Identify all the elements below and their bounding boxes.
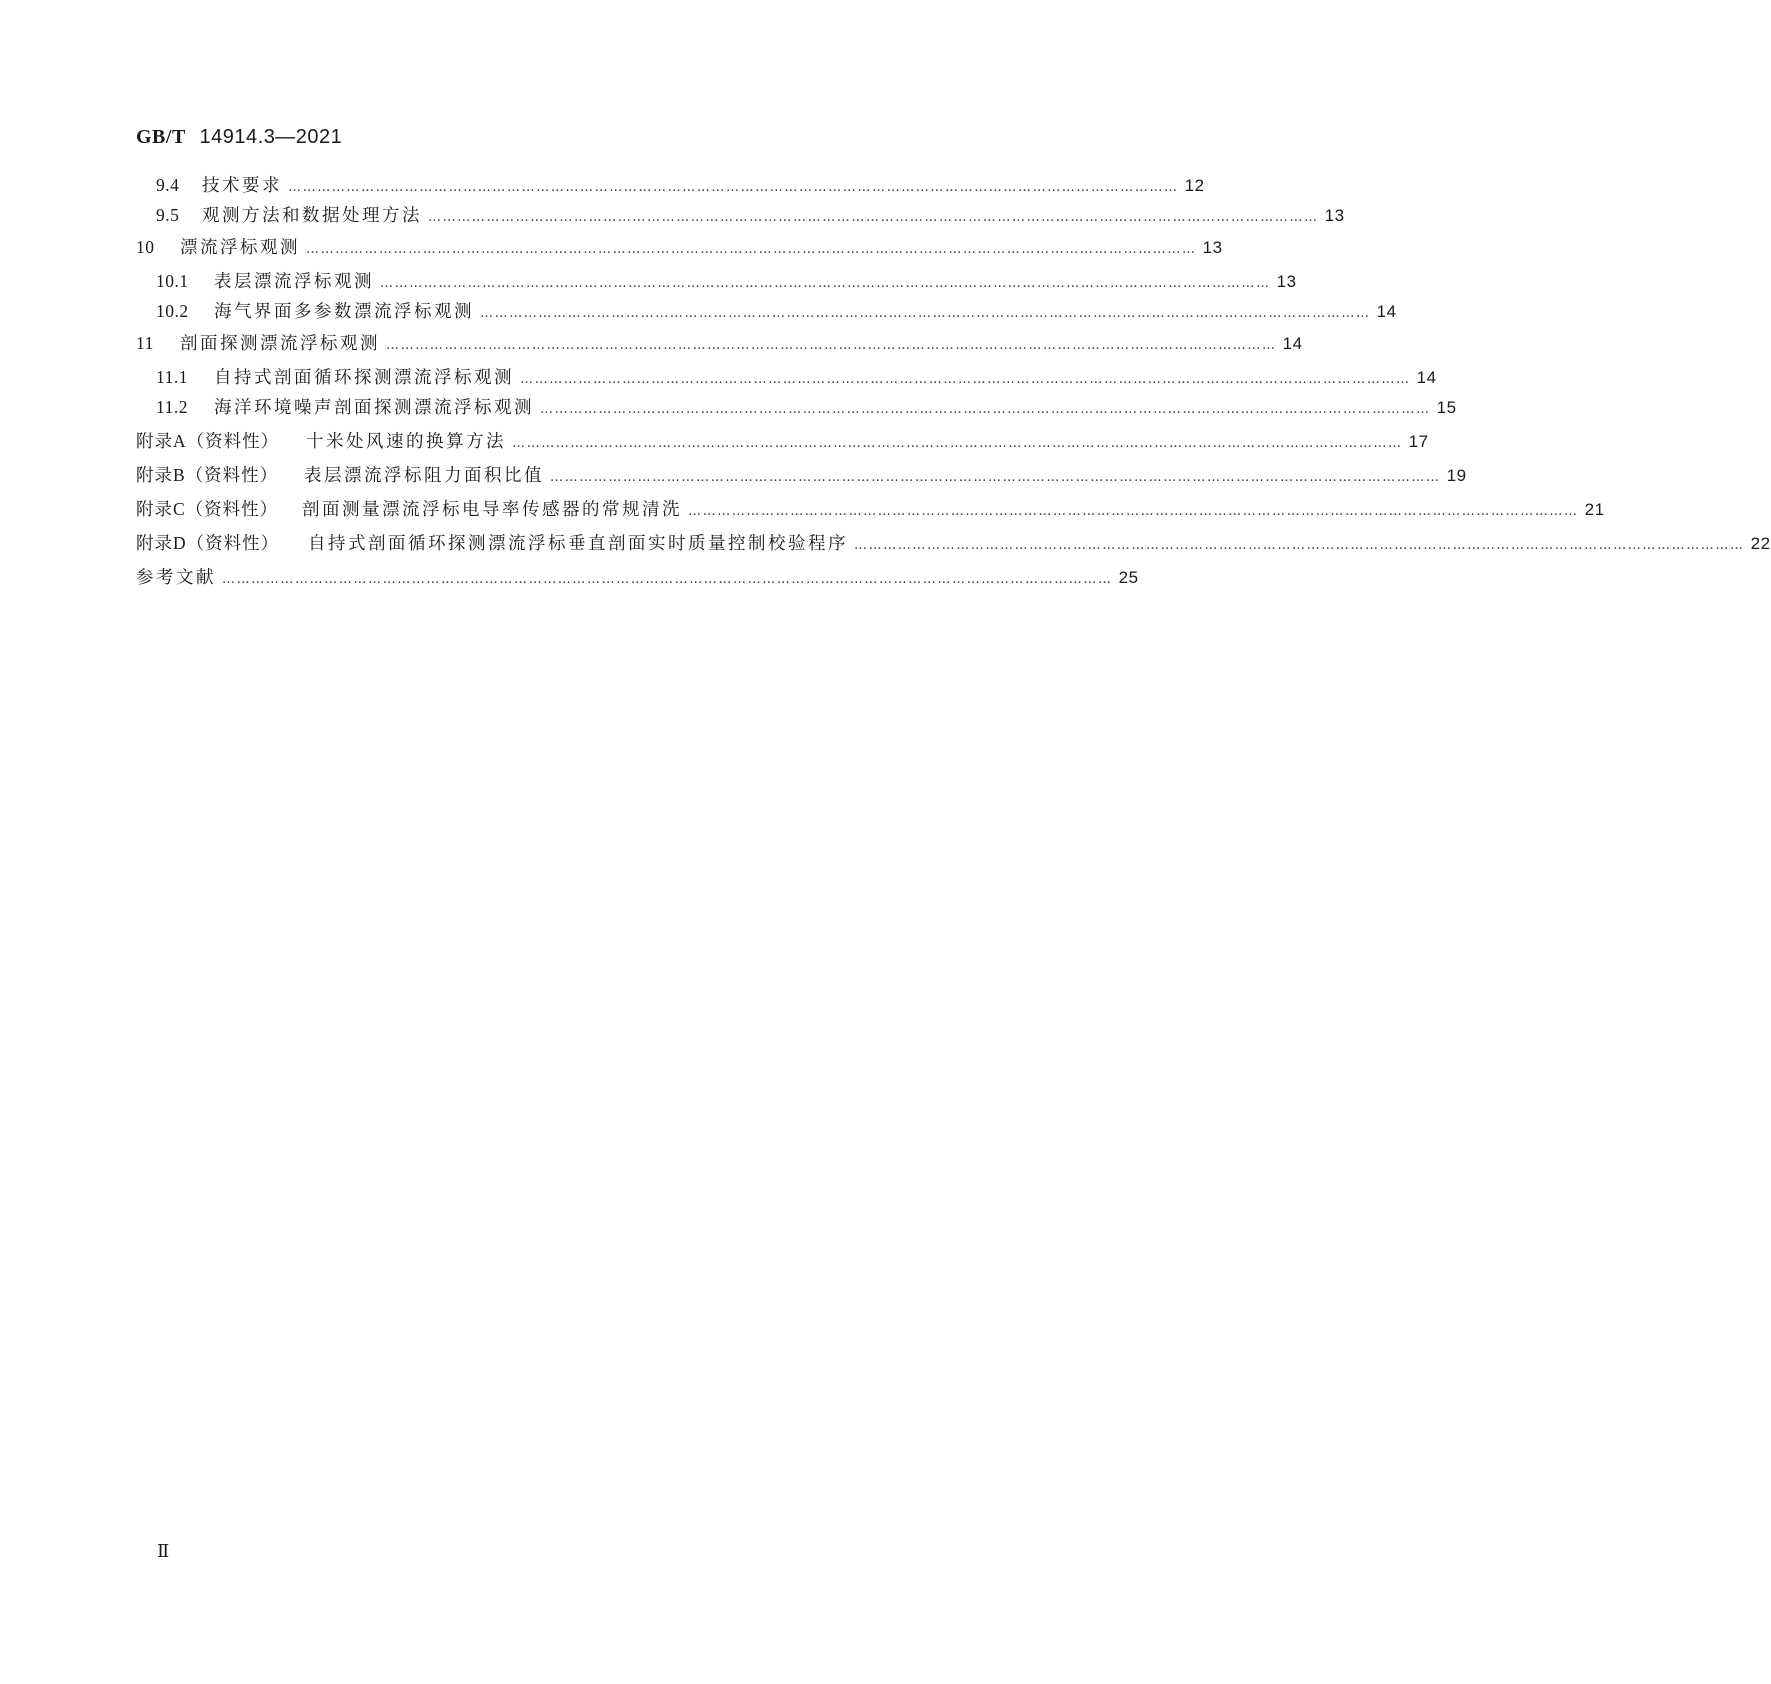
toc-entry-number: 11.2 bbox=[156, 397, 188, 417]
toc-entry-page: 19 bbox=[1446, 466, 1467, 485]
toc-entry[interactable] bbox=[136, 394, 1457, 422]
toc-leader-dots: ………………………………………………………………………………………………………………………………………………………………… bbox=[512, 436, 1403, 451]
toc-entry-number: 附录D（资料性） bbox=[136, 533, 280, 553]
toc-leader-dots: ………………………………………………………………………………………………………………………………………………………………… bbox=[550, 470, 1441, 485]
toc-entry-page: 21 bbox=[1584, 500, 1605, 519]
toc-entry[interactable] bbox=[136, 330, 1303, 358]
toc-entry-page: 15 bbox=[1436, 398, 1457, 417]
page-number: Ⅱ bbox=[157, 1541, 170, 1561]
toc-entry[interactable] bbox=[136, 298, 1397, 326]
toc-entry-number: 9.4 bbox=[156, 175, 180, 195]
toc-leader-dots: ………………………………………………………………………………………………………………………………………………………………… bbox=[222, 572, 1113, 587]
toc-entry[interactable] bbox=[136, 202, 1345, 230]
toc-entry-title: 剖面测量漂流浮标电导率传感器的常规清洗 bbox=[302, 500, 682, 520]
toc-entry-number: 附录C（资料性） bbox=[136, 499, 279, 519]
toc-leader-dots: ………………………………………………………………………………………………………………………………………………………………… bbox=[520, 372, 1411, 387]
toc-entry-title: 十米处风速的换算方法 bbox=[306, 432, 506, 452]
toc-entry-title: 参考文献 bbox=[136, 568, 216, 588]
standard-header bbox=[136, 124, 342, 149]
toc-entry-page: 17 bbox=[1408, 432, 1429, 451]
toc-entry[interactable] bbox=[136, 364, 1437, 392]
toc-entry-number: 附录A（资料性） bbox=[136, 431, 280, 451]
toc-leader-dots: ………………………………………………………………………………………………………………………………………………………………… bbox=[306, 242, 1197, 257]
toc-entry[interactable] bbox=[136, 172, 1205, 200]
toc-entry-page: 13 bbox=[1276, 272, 1297, 291]
toc-entry-appendix-d[interactable] bbox=[136, 530, 1771, 558]
toc-entry-number: 10.1 bbox=[156, 271, 189, 291]
toc-entry-title: 海气界面多参数漂流浮标观测 bbox=[214, 302, 474, 322]
toc-entry-page: 12 bbox=[1184, 176, 1205, 195]
toc-entry-appendix-c[interactable] bbox=[136, 496, 1605, 524]
toc-entry-page: 22 bbox=[1750, 534, 1771, 553]
toc-leader-dots: ………………………………………………………………………………………………………………………………………………………………… bbox=[688, 504, 1579, 519]
toc-entry-title: 漂流浮标观测 bbox=[180, 238, 300, 258]
toc-entry[interactable] bbox=[136, 268, 1297, 296]
toc-entry-number: 11.1 bbox=[156, 367, 188, 387]
toc-entry-number: 10.2 bbox=[156, 301, 189, 321]
toc-entry-page: 13 bbox=[1324, 206, 1345, 225]
toc-entry-title: 表层漂流浮标阻力面积比值 bbox=[304, 466, 544, 486]
toc-entry-number: 11 bbox=[136, 333, 154, 353]
toc-entry-title: 自持式剖面循环探测漂流浮标垂直剖面实时质量控制校验程序 bbox=[308, 534, 848, 554]
toc-leader-dots: ………………………………………………………………………………………………………………………………………………………………… bbox=[428, 210, 1319, 225]
toc-leader-dots: ………………………………………………………………………………………………………………………………………………………………… bbox=[386, 338, 1277, 353]
toc-entry-title: 剖面探测漂流浮标观测 bbox=[180, 334, 380, 354]
toc-entry-number: 附录B（资料性） bbox=[136, 465, 279, 485]
toc-entry-appendix-b[interactable] bbox=[136, 462, 1467, 490]
toc-entry-title: 自持式剖面循环探测漂流浮标观测 bbox=[214, 368, 514, 388]
toc-entry-page: 14 bbox=[1416, 368, 1437, 387]
standard-number: 14914.3—2021 bbox=[199, 126, 343, 148]
toc-entry-references[interactable] bbox=[136, 564, 1139, 592]
toc-entry[interactable] bbox=[136, 234, 1223, 262]
toc-entry-number: 9.5 bbox=[156, 205, 180, 225]
toc-entry-title: 技术要求 bbox=[202, 176, 282, 196]
toc-entry-page: 13 bbox=[1202, 238, 1223, 257]
toc-entry-page: 14 bbox=[1282, 334, 1303, 353]
toc-leader-dots: ………………………………………………………………………………………………………………………………………………………………… bbox=[380, 276, 1271, 291]
toc-entry-page: 25 bbox=[1118, 568, 1139, 587]
toc-leader-dots: ………………………………………………………………………………………………………………………………………………………………… bbox=[288, 180, 1179, 195]
toc-leader-dots: ………………………………………………………………………………………………………………………………………………………………… bbox=[480, 306, 1371, 321]
standard-code: GB/T bbox=[136, 126, 186, 148]
toc-entry-title: 海洋环境噪声剖面探测漂流浮标观测 bbox=[214, 398, 534, 418]
toc-entry-title: 观测方法和数据处理方法 bbox=[202, 206, 422, 226]
toc-entry-appendix-a[interactable] bbox=[136, 428, 1429, 456]
toc-leader-dots: ………………………………………………………………………………………………………………………………………………………………… bbox=[854, 538, 1745, 553]
toc-entry-title: 表层漂流浮标观测 bbox=[214, 272, 374, 292]
toc-leader-dots: ………………………………………………………………………………………………………………………………………………………………… bbox=[540, 402, 1431, 417]
toc-entry-page: 14 bbox=[1376, 302, 1397, 321]
toc-entry-number: 10 bbox=[136, 237, 155, 257]
